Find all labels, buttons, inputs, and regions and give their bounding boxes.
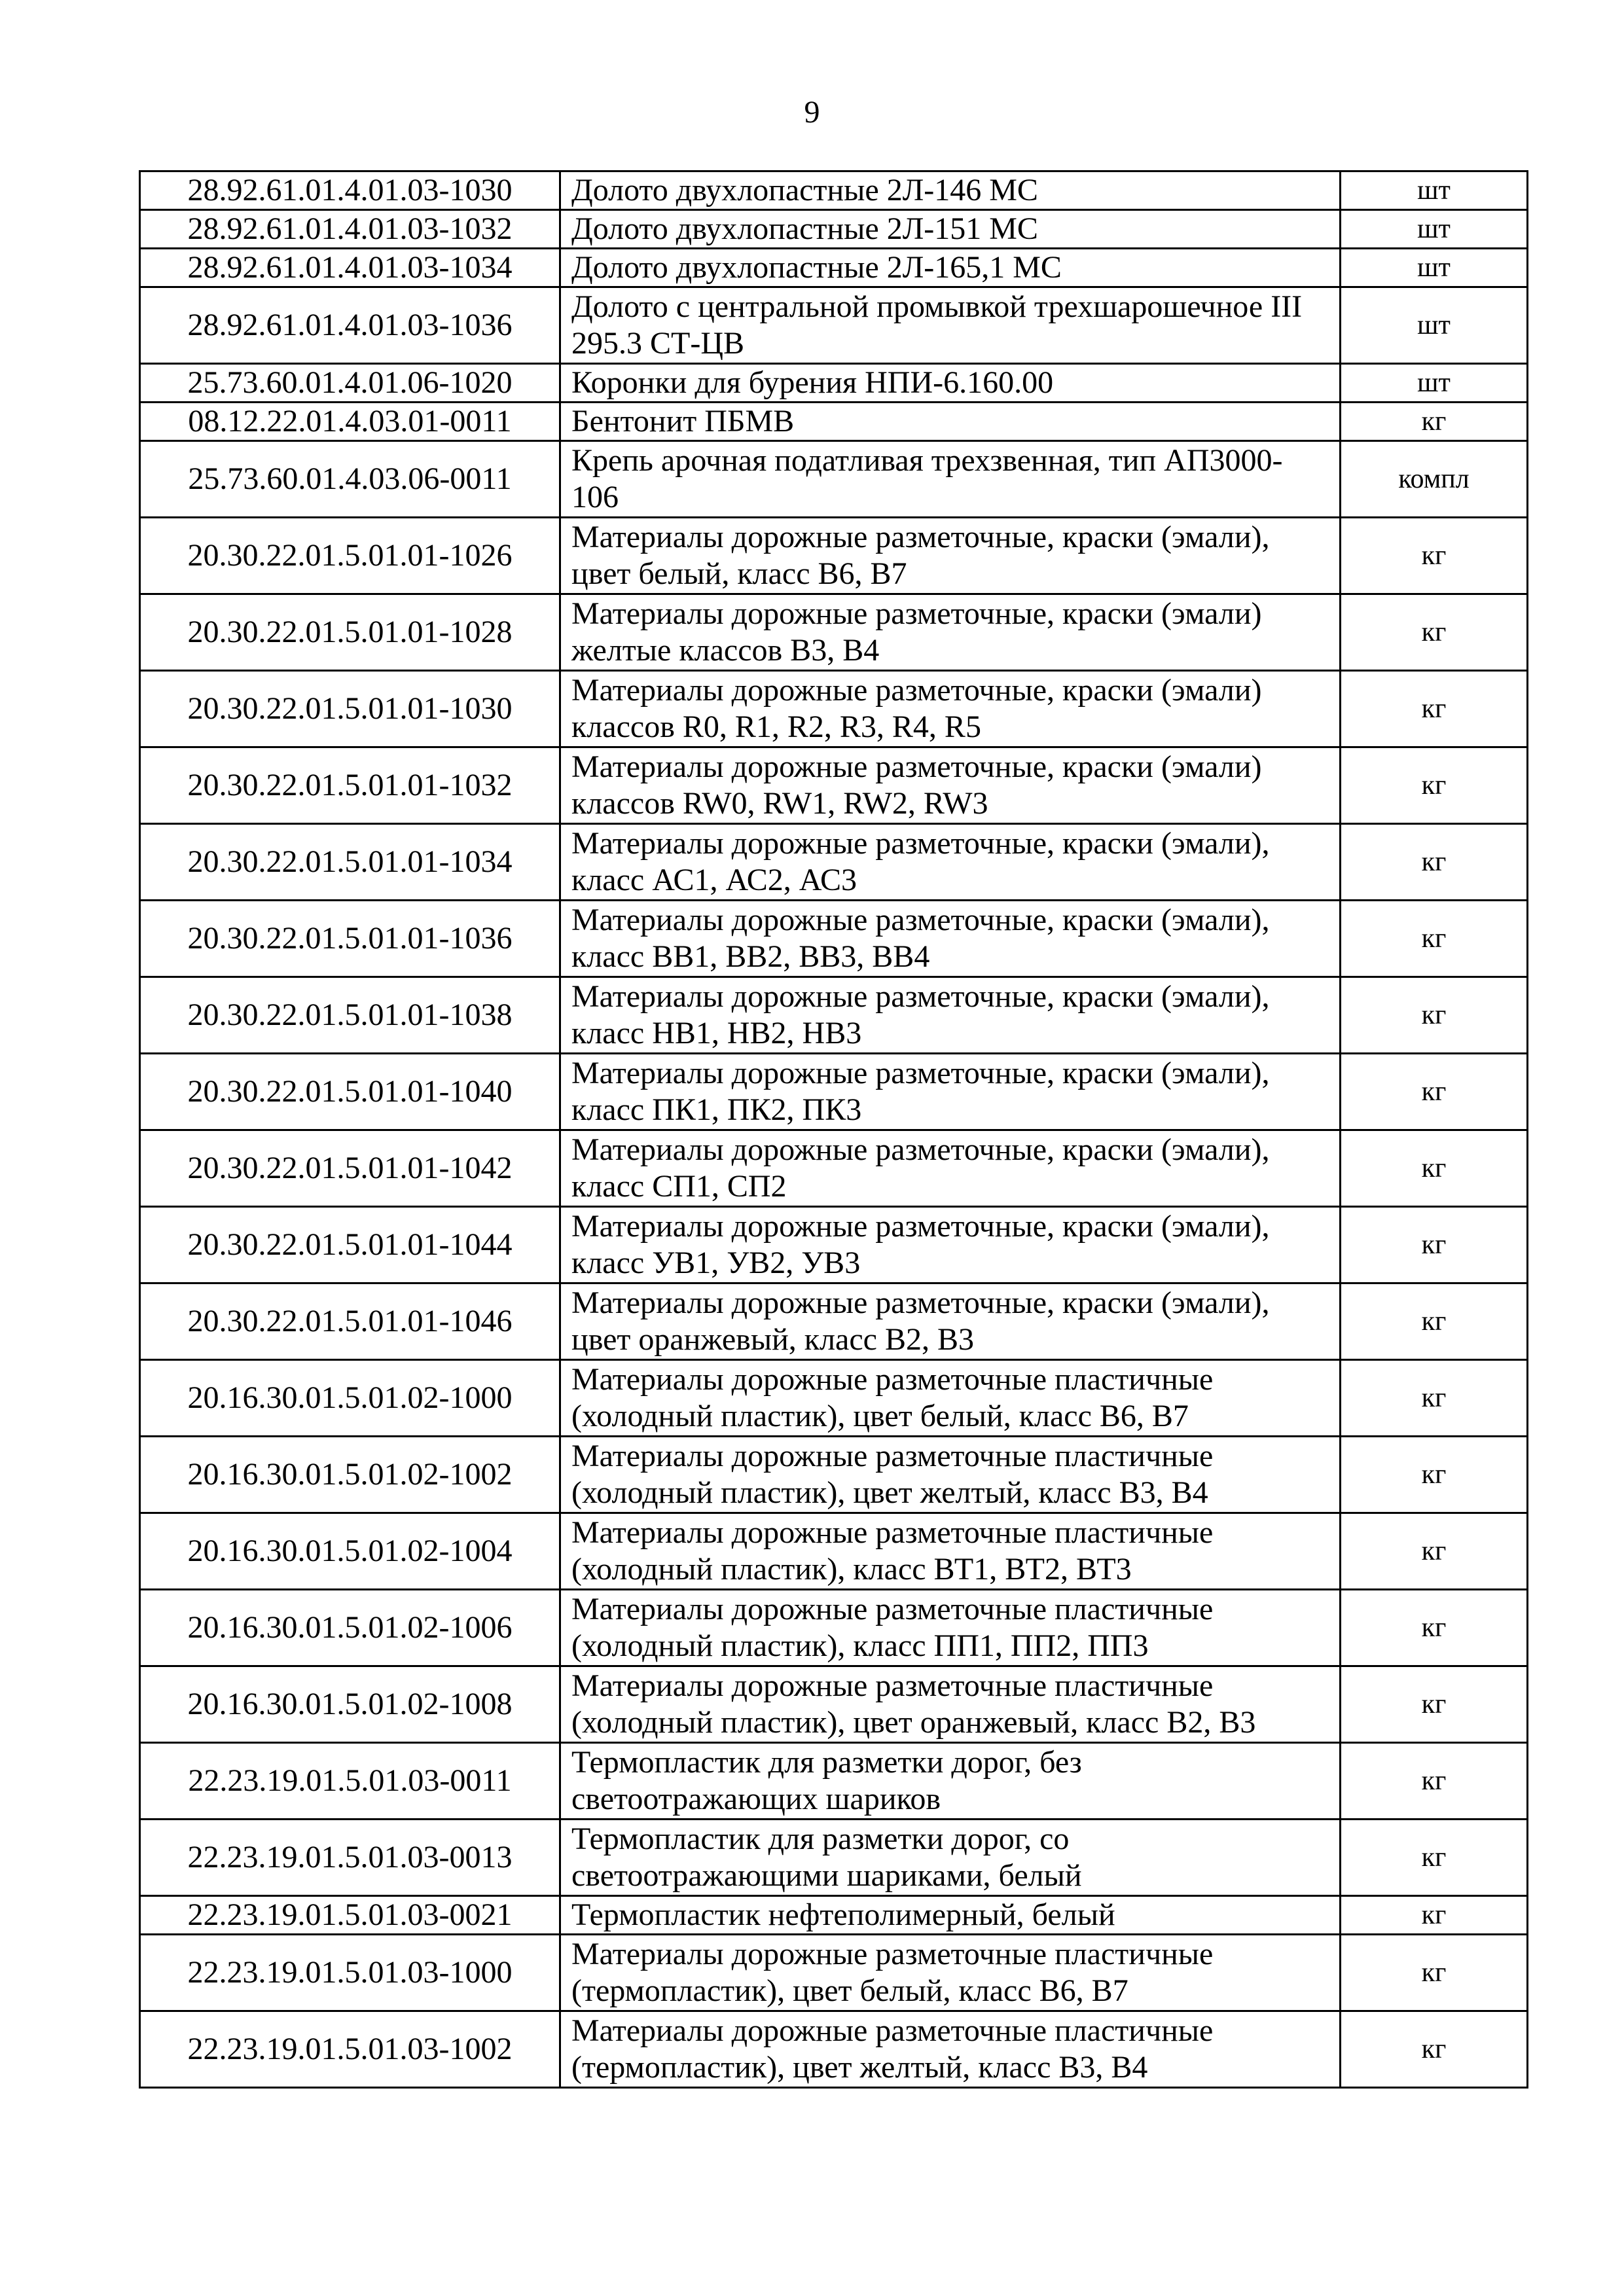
material-name-cell: Бентонит ПБМВ [560,403,1341,441]
unit-cell: кг [1341,1743,1528,1820]
material-code-cell: 20.30.22.01.5.01.01-1042 [140,1130,560,1207]
material-code-cell: 20.30.22.01.5.01.01-1026 [140,518,560,594]
material-name-cell: Материалы дорожные разметочные пластичные (холодный пластик), класс ПП1, ПП2, ПП3 [560,1590,1341,1666]
unit-cell: кг [1341,901,1528,977]
material-name-cell: Материалы дорожные разметочные, краски (эмали) желтые классов В3, В4 [560,594,1341,671]
material-code-cell: 22.23.19.01.5.01.03-0011 [140,1743,560,1820]
material-code-cell: 28.92.61.01.4.01.03-1036 [140,287,560,364]
material-name-cell: Термопластик для разметки дорог, без светоотражающих шариков [560,1743,1341,1820]
unit-cell: шт [1341,249,1528,287]
page-number: 9 [804,95,820,130]
material-name-cell: Долото двухлопастные 2Л-151 МС [560,210,1341,249]
material-code-cell: 20.30.22.01.5.01.01-1028 [140,594,560,671]
material-name-cell: Материалы дорожные разметочные, краски (эмали), класс НВ1, НВ2, НВ3 [560,977,1341,1054]
material-name-cell: Материалы дорожные разметочные пластичные (холодный пластик), цвет белый, класс В6, В7 [560,1360,1341,1437]
material-code-cell: 20.30.22.01.5.01.01-1038 [140,977,560,1054]
material-code-cell: 20.16.30.01.5.01.02-1000 [140,1360,560,1437]
material-name-cell: Долото двухлопастные 2Л-146 МС [560,171,1341,210]
table-row [140,1513,1528,1590]
material-name-cell: Материалы дорожные разметочные пластичные (холодный пластик), цвет желтый, класс В3, В4 [560,1437,1341,1513]
unit-cell: кг [1341,977,1528,1054]
table-row [140,1054,1528,1130]
unit-cell: кг [1341,747,1528,824]
unit-cell: кг [1341,1130,1528,1207]
unit-cell: шт [1341,210,1528,249]
table-row [140,1130,1528,1207]
material-name-cell: Коронки для бурения НПИ-6.160.00 [560,364,1341,403]
material-code-cell: 20.16.30.01.5.01.02-1002 [140,1437,560,1513]
material-name-cell: Материалы дорожные разметочные, краски (эмали) классов RW0, RW1, RW2, RW3 [560,747,1341,824]
material-code-cell: 20.30.22.01.5.01.01-1030 [140,671,560,747]
table-row [140,1743,1528,1820]
material-code-cell: 25.73.60.01.4.03.06-0011 [140,441,560,518]
table-row [140,1935,1528,2011]
material-code-cell: 20.16.30.01.5.01.02-1008 [140,1666,560,1743]
material-code-cell: 22.23.19.01.5.01.03-1000 [140,1935,560,2011]
table-row [140,1896,1528,1935]
unit-cell: кг [1341,1054,1528,1130]
unit-cell: кг [1341,594,1528,671]
table-row [140,747,1528,824]
material-name-cell: Материалы дорожные разметочные, краски (эмали), класс АС1, АС2, АС3 [560,824,1341,901]
material-code-cell: 20.30.22.01.5.01.01-1040 [140,1054,560,1130]
unit-cell: кг [1341,671,1528,747]
unit-cell: шт [1341,364,1528,403]
material-name-cell: Материалы дорожные разметочные, краски (эмали), класс УВ1, УВ2, УВ3 [560,1207,1341,1283]
material-code-cell: 20.30.22.01.5.01.01-1044 [140,1207,560,1283]
material-code-cell: 28.92.61.01.4.01.03-1030 [140,171,560,210]
unit-cell: шт [1341,171,1528,210]
unit-cell: кг [1341,1820,1528,1896]
material-code-cell: 22.23.19.01.5.01.03-0021 [140,1896,560,1935]
material-name-cell: Долото двухлопастные 2Л-165,1 МС [560,249,1341,287]
unit-cell: кг [1341,1590,1528,1666]
unit-cell: кг [1341,2011,1528,2088]
unit-cell: кг [1341,518,1528,594]
material-code-cell: 20.30.22.01.5.01.01-1032 [140,747,560,824]
unit-cell: кг [1341,1935,1528,2011]
unit-cell: кг [1341,1360,1528,1437]
table-row [140,287,1528,364]
materials-table-body [140,171,1528,2088]
table-row [140,594,1528,671]
unit-cell: кг [1341,1207,1528,1283]
material-code-cell: 20.30.22.01.5.01.01-1046 [140,1283,560,1360]
unit-cell: кг [1341,1437,1528,1513]
table-row [140,171,1528,210]
unit-cell: кг [1341,403,1528,441]
table-row [140,403,1528,441]
table-row [140,518,1528,594]
table-row [140,977,1528,1054]
material-code-cell: 22.23.19.01.5.01.03-1002 [140,2011,560,2088]
table-row [140,671,1528,747]
unit-cell: кг [1341,1896,1528,1935]
material-name-cell: Крепь арочная податливая трехзвенная, тип АП3000-106 [560,441,1341,518]
material-name-cell: Материалы дорожные разметочные, краски (эмали) классов R0, R1, R2, R3, R4, R5 [560,671,1341,747]
table-row [140,901,1528,977]
table-row [140,2011,1528,2088]
material-name-cell: Термопластик для разметки дорог, со светоотражающими шариками, белый [560,1820,1341,1896]
material-name-cell: Материалы дорожные разметочные пластичные (холодный пластик), цвет оранжевый, класс В2, В3 [560,1666,1341,1743]
table-row [140,1820,1528,1896]
table-row [140,210,1528,249]
table-row [140,1590,1528,1666]
table-row [140,1207,1528,1283]
table-row [140,1437,1528,1513]
material-code-cell: 20.16.30.01.5.01.02-1006 [140,1590,560,1666]
table-row [140,1283,1528,1360]
table-row [140,364,1528,403]
table-row [140,441,1528,518]
material-name-cell: Материалы дорожные разметочные, краски (эмали), класс СП1, СП2 [560,1130,1341,1207]
table-row [140,1666,1528,1743]
material-code-cell: 20.30.22.01.5.01.01-1034 [140,824,560,901]
material-name-cell: Материалы дорожные разметочные, краски (эмали), цвет белый, класс В6, В7 [560,518,1341,594]
material-name-cell: Долото с центральной промывкой трехшарошечное III 295.3 СТ-ЦВ [560,287,1341,364]
material-name-cell: Материалы дорожные разметочные, краски (эмали), цвет оранжевый, класс В2, В3 [560,1283,1341,1360]
material-name-cell: Материалы дорожные разметочные, краски (эмали), класс ВВ1, ВВ2, ВВ3, ВВ4 [560,901,1341,977]
material-code-cell: 25.73.60.01.4.01.06-1020 [140,364,560,403]
material-code-cell: 20.30.22.01.5.01.01-1036 [140,901,560,977]
material-name-cell: Материалы дорожные разметочные, краски (эмали), класс ПК1, ПК2, ПК3 [560,1054,1341,1130]
material-code-cell: 28.92.61.01.4.01.03-1034 [140,249,560,287]
materials-table [139,170,1528,2089]
material-name-cell: Термопластик нефтеполимерный, белый [560,1896,1341,1935]
table-row [140,824,1528,901]
unit-cell: компл [1341,441,1528,518]
unit-cell: кг [1341,824,1528,901]
unit-cell: кг [1341,1283,1528,1360]
table-row [140,249,1528,287]
unit-cell: шт [1341,287,1528,364]
material-code-cell: 22.23.19.01.5.01.03-0013 [140,1820,560,1896]
material-name-cell: Материалы дорожные разметочные пластичные (холодный пластик), класс ВТ1, ВТ2, ВТ3 [560,1513,1341,1590]
table-row [140,1360,1528,1437]
material-code-cell: 08.12.22.01.4.03.01-0011 [140,403,560,441]
unit-cell: кг [1341,1513,1528,1590]
material-code-cell: 28.92.61.01.4.01.03-1032 [140,210,560,249]
material-code-cell: 20.16.30.01.5.01.02-1004 [140,1513,560,1590]
material-name-cell: Материалы дорожные разметочные пластичные (термопластик), цвет белый, класс В6, В7 [560,1935,1341,2011]
unit-cell: кг [1341,1666,1528,1743]
material-name-cell: Материалы дорожные разметочные пластичные (термопластик), цвет желтый, класс В3, В4 [560,2011,1341,2088]
